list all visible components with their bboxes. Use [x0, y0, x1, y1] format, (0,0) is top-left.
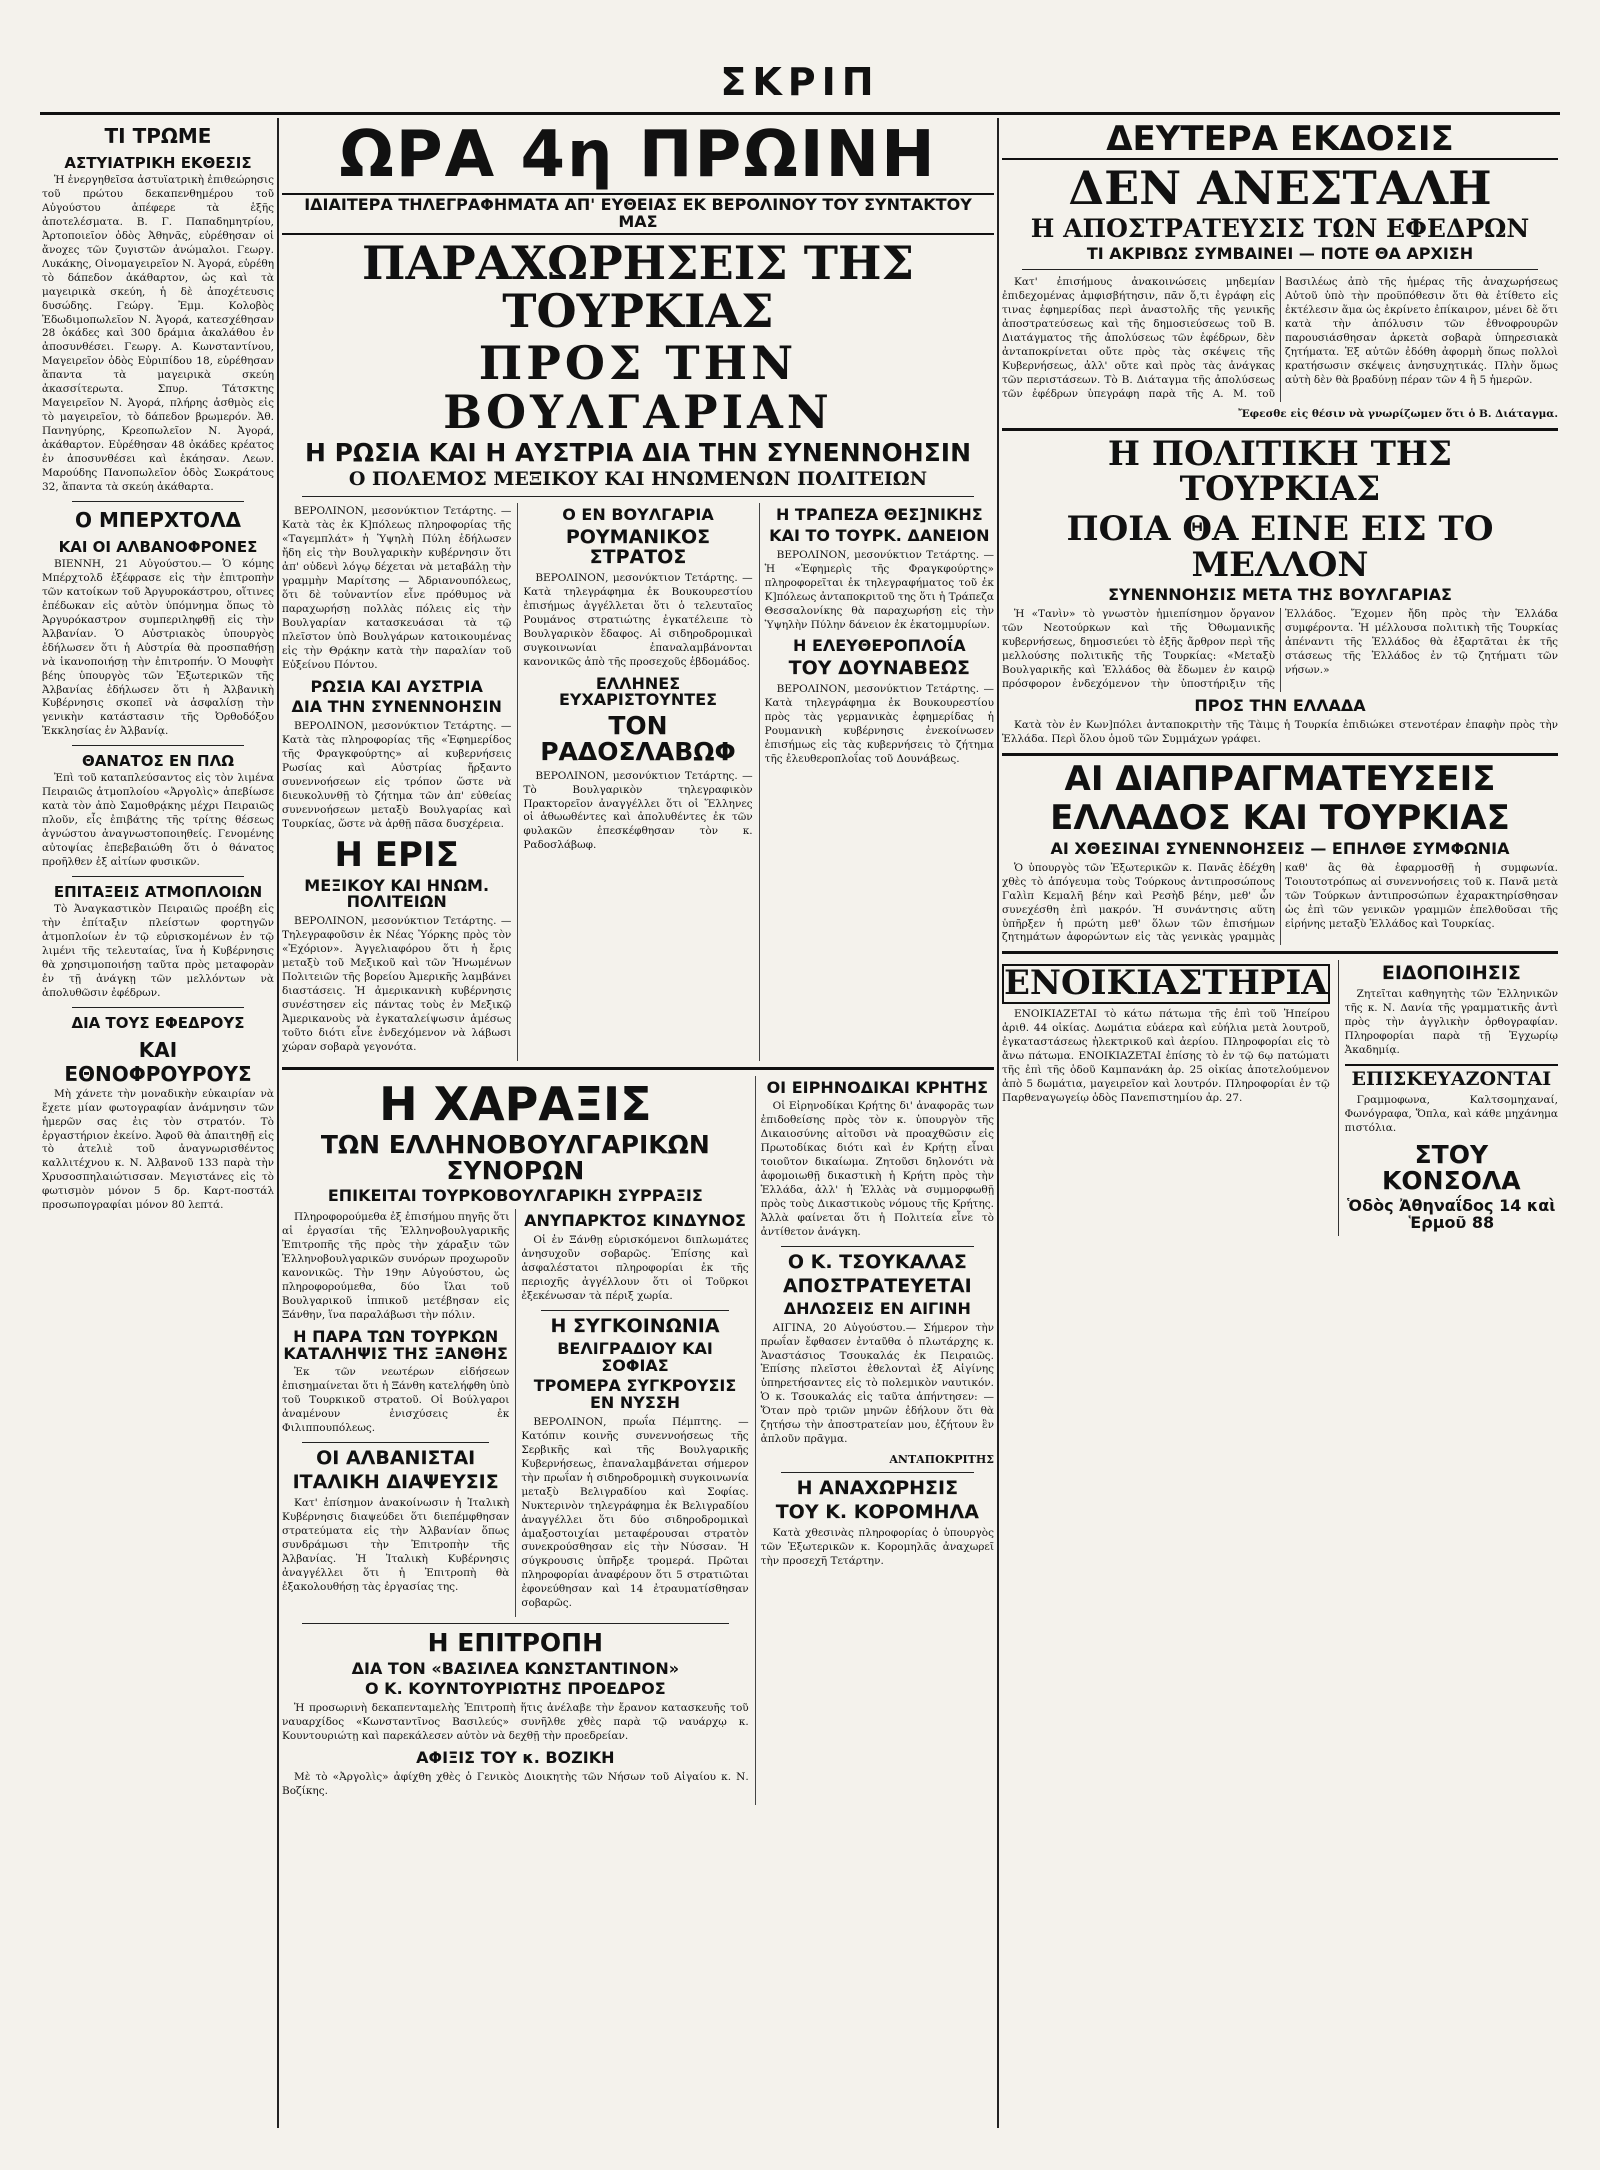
article-subtitle: ΡΟΥΜΑΝΙΚΟΣ ΣΤΡΑΤΟΣ	[565, 525, 711, 568]
divider	[1002, 951, 1558, 954]
article-body: Ἡ «Τανὶν» τὸ γνωστὸν ἡμιεπίσημον ὄργανον τῶν Νεοτούρκων καὶ τῆς Ὀθωμανικῆς κυβερνήσεως, δημοσιεύει τὸ ἑξῆς ἄρθρον περὶ τῆς μελλούσης πολιτικῆς τῆς Τουρκίας: «Μεταξὺ Βουλγαρικῆς καὶ Ἑλλάδος θὰ ἔδωμεν ἐν καιρῷ πρόσφορον ἐνδεχόμενον τὴν ὑποστήριξιν τῆς Ἑλλάδος. Ἔχομεν ἤδη πρὸς τὴν Ἑλλάδα συμφέροντα. Ἡ μέλλουσα πολιτικὴ τῆς Τουρκίας ἀπέναντι τῆς Ἑλλάδος θὰ ἐξαρτᾶται ἐκ τῆς στάσεως τῆς Ἑλλάδος ἐν τῷ ζητήματι τῶν νήσων.»	[1002, 608, 1558, 690]
subheadline: Η ΡΩΣΙΑ ΚΑΙ Η ΑΥΣΤΡΙΑ ΔΙΑ ΤΗΝ ΣΥΝΕΝΝΟΗΣΙΝ	[304, 437, 972, 467]
article-body: ΑΙΓΙΝΑ, 20 Αὐγούστου.— Σήμερον τὴν πρωΐαν ἔφθασεν ἐνταῦθα ὁ πλωτάρχης κ. Ἀναστάσιος Τσουκαλάς ἐκ Πειραιῶς. Ἐπίσης πλεῖστοι ἐθελονταὶ ἐξ Αἰγίνης ὑπηρετήσαντες εἰς τὸ πολεμικὸν ναυτικόν. Ὁ κ. Τσουκαλάς εἰς ταῦτα ἀπήντησεν: — Ὅταν πρὸ τριῶν μηνῶν ἐδήλουν ὅτι θὰ ζητήσω τὴν ἀποστρατείαν μου, ἐζήτουν ἓν ἁπλοῦν πρᾶγμα.	[760, 1321, 994, 1446]
article-title: ΘΑΝΑΤΟΣ ΕΝ ΠΛΩ	[82, 752, 234, 771]
headline: ΤΩΝ ΕΛΛΗΝΟΒΟΥΛΓΑΡΙΚΩΝ ΣΥΝΟΡΩΝ	[320, 1129, 710, 1186]
ad-shop-name: ΣΤΟΥ ΚΟΝΣΟΛΑ	[1382, 1139, 1521, 1196]
article-body: Τὸ Ἀναγκαστικὸν Πειραιῶς προέβη εἰς τὴν ἐπίταξιν πλείστων φορτηγῶν ἀτμοπλοίων ἐν τῷ εὐρισκομένων ἐν τῷ λιμένι τῆς τελευταίας, ἵνα ἡ Κυβέρνησις θὰ χρησιμοποιήσῃ ταῦτα πρὸς μεταφορὰν ἐν τῇ ἀνάγκῃ τῶν μελλόντων νὰ ἀπολυθῶσιν ἐφέδρων.	[42, 902, 274, 999]
article-body: Ἐκ τῶν νεωτέρων εἰδήσεων ἐπισημαίνεται ὅτι ἡ Ξάνθη κατελήφθη ὑπὸ τοῦ Τουρκικοῦ στρατοῦ. Οἱ Βούλγαροι ἀναμένουν ἐνισχύσεις ἐκ Φιλιππουπόλεως.	[282, 1366, 510, 1435]
headline: ΠΡΟΣ ΤΗΝ ΒΟΥΛΓΑΡΙΑΝ	[443, 336, 833, 439]
subcolumn	[759, 503, 994, 1060]
article-title: Η ΠΑΡΑ ΤΩΝ ΤΟΥΡΚΩΝ ΚΑΤΑΛΗΨΙΣ ΤΗΣ ΞΑΝΘΗΣ	[283, 1326, 508, 1363]
article-title: ΤΙ ΤΡΩΜΕ	[104, 124, 212, 148]
article-title: Η ΑΝΑΧΩΡΗΣΙΣ	[796, 1477, 959, 1500]
signature: ΑΝΤΑΠΟΚΡΙΤΗΣ	[889, 1453, 994, 1467]
ad-address: Ὁδὸς Ἀθηναΐδος 14 καὶ Ἑρμοῦ 88	[1347, 1196, 1556, 1233]
subheadline: ΣΥΝΕΝΝΟΗΣΙΣ ΜΕΤΑ ΤΗΣ ΒΟΥΛΓΑΡΙΑΣ	[1108, 585, 1452, 605]
article-subtitle: ΚΑΙ ΟΙ ΑΛΒΑΝΟΦΡΟΝΕΣ	[58, 537, 258, 556]
center-column	[282, 118, 994, 1805]
divider	[302, 1623, 729, 1624]
article-title: Η ΕΡΙΣ	[334, 834, 459, 875]
divider	[72, 501, 244, 502]
headline: ΑΙ ΔΙΑΠΡΑΓΜΑΤΕΥΣΕΙΣ	[1064, 758, 1496, 799]
article-title: ΕΠΙΤΑΞΕΙΣ ΑΤΜΟΠΛΟΙΩΝ	[53, 882, 263, 901]
article-subtitle: ΚΑΙ ΕΘΝΟΦΡΟΥΡΟΥΣ	[64, 1037, 252, 1086]
article-subtitle: Ο Κ. ΚΟΥΝΤΟΥΡΙΩΤΗΣ ΠΡΟΕΔΡΟΣ	[365, 1679, 666, 1699]
divider	[1002, 428, 1558, 431]
divider	[781, 1246, 974, 1247]
subheadline: ΑΙ ΧΘΕΣΙΝΑΙ ΣΥΝΕΝΝΟΗΣΕΙΣ — ΕΠΗΛΘΕ ΣΥΜΦΩΝΙΑ	[1050, 838, 1510, 858]
article-body: Κατ' ἐπίσημον ἀνακοίνωσιν ἡ Ἰταλικὴ Κυβέρνησις διαψεύδει ὅτι διεπέμφθησαν στρατεύματα εἰς τὴν Ἀλβανίαν ὅπως συνδράμωσι τὴν Ἐπιτροπὴν τῆς Ἀλβανίας. Ἡ Ἰταλικὴ Κυβέρνησις ἀναγγέλλει ὅτι ἡ Ἐπιτροπὴ θὰ ἐξακολουθήσῃ τὰς ἐργασίας της.	[282, 1497, 510, 1593]
divider	[72, 1007, 244, 1008]
article-title: Η ΕΠΙΤΡΟΠΗ	[427, 1628, 604, 1658]
rental-ads	[1002, 960, 1330, 1236]
ad-title: ΕΙΔΟΠΟΙΗΣΙΣ	[1381, 962, 1521, 985]
article-subtitle: ΠΡΟΣ ΤΗΝ ΕΛΛΑΔΑ	[1194, 695, 1366, 715]
column-rule	[997, 118, 999, 2128]
article-subtitle: ΚΑΙ ΤΟ ΤΟΥΡΚ. ΔΑΝΕΙΟΝ	[769, 525, 990, 545]
article-body: Κατὰ τὸν ἐν Κων]πόλει ἀνταποκριτὴν τῆς Τὰιμς ἡ Τουρκία ἐπιδιώκει στενοτέραν ἐπαφὴν πρὸς τὴν Ἑλλάδα. Περὶ ὅλου ὁμοῦ τῶν Συμμάχων γράφει.	[1002, 718, 1558, 745]
article-title: Η ΣΥΓΚΟΙΝΩΝΙΑ	[550, 1314, 720, 1337]
article-columns	[282, 1209, 749, 1617]
article-body: ΒΕΡΟΛΙΝΟΝ, μεσονύκτιον Τετάρτης. — Τὸ Βουλγαρικὸν τηλεγραφικὸν Πρακτορεῖον ἀναγγέλλει ὅτι οἱ Ἕλληνες οἱ ἀθωωθέντες καὶ ἀπολυθέντες ἐκ τῶν φυλακῶν ἐπεσκέφθησαν τὸν κ. Ραδοσλάβωφ.	[523, 769, 753, 852]
subheadline: Ο ΠΟΛΕΜΟΣ ΜΕΞΙΚΟΥ ΚΑΙ ΗΝΩΜΕΝΩΝ ΠΟΛΙΤΕΙΩΝ	[348, 468, 928, 491]
article-title: Ο ΕΝ ΒΟΥΛΓΑΡΙΑ	[562, 505, 714, 525]
article-body: Κατ' ἐπισήμους ἀνακοινώσεις μηδεμίαν ἐπιδεχομένας ἀμφισβήτησιν, πᾶν ὅ,τι ἐγράφη εἰς τινας ἐφημερίδας περὶ ἀναστολῆς τῆς γενικῆς ἀποστρατεύσεως καὶ τῆς δημοσιεύσεως τοῦ Β. Διατάγματος τῆς ἀπολύσεως τῶν ἐφέδρων, δὲν ἀνταποκρίνεται οὔτε πρὸς τὰς σκέψεις τῆς Κυβερνήσεως, ἀλλ' οὔτε καὶ πρὸς τὰς ἀνάγκας τῶν περιστάσεων. Τὸ Β. Διάταγμα τῆς ἀπολύσεως τῶν ἐφέδρων ὑπεγράφη παρὰ τῆς Α. Μ. τοῦ Βασιλέως ἀπὸ τῆς ἡμέρας τῆς ἀναχωρήσεως Αὐτοῦ ὑπὸ τὴν προϋπόθεσιν ὅτι θὰ ἐτίθετο εἰς ἐκτέλεσιν ἅμα ὡς ἐκρίνετο ἐπίκαιρον, μένει δὲ ὅτι κατὰ τὴν ἀπόλυσιν τῶν ἐθνοφρουρῶν παρουσιάσθησαν ἀρκετὰ σοβαρὰ ὑπηρεσιακὰ ζητήματα. Ἐξ αὐτῶν ἐδόθη ἀφορμὴ ὅπως πολλοὶ κρατήσωσιν σκέψεις ἀνησυχητικάς. Πλὴν ὅμως αὐτὴ δὲν θὰ βραδύνῃ πέραν τῶν 4 ἢ 5 ἡμερῶν.	[1002, 276, 1558, 400]
article-body: Οἱ ἐν Ξάνθῃ εὑρισκόμενοι διπλωμάτες ἀνησυχοῦν σοβαρῶς. Ἐπίσης καὶ ἀσφαλέστατοι πληροφορίαι ἐκ τῆς περιοχῆς ἀγγέλλουν ὅτι οἱ Τοῦρκοι ἐξεκένωσαν τὰ πέριξ χωρία.	[521, 1234, 749, 1302]
right-column	[1002, 118, 1558, 1236]
article-body: ΒΕΡΟΛΙΝΟΝ, μεσονύκτιον Τετάρτης. — Κατὰ τηλεγράφημα ἐκ Βουκουρεστίου ἐπισήμως ἀγγέλλεται ὅτι ὁ τελευταῖος Ρουμάνος στρατιώτης ἐγκατέλειπε τὸ Βουλγαρικὸν ἔδαφος. Αἱ σιδηροδρομικαὶ συγκοινωνίαι ἐπαναλαμβάνονται κανονικῶς ἀπὸ τῆς προσεχοῦς ἑβδομάδος.	[523, 571, 753, 668]
article-title: ΡΩΣΙΑ ΚΑΙ ΑΥΣΤΡΙΑ	[310, 676, 483, 696]
article-subtitle: ΔΙΑ ΤΟΝ «ΒΑΣΙΛΕΑ ΚΩΝΣΤΑΝΤΙΝΟΝ»	[351, 1658, 680, 1678]
article-body: Ἐπὶ τοῦ καταπλεύσαντος εἰς τὸν λιμένα Πειραιῶς ἀτμοπλοίου «Ἀργολὶς» ἀπεβίωσε κατὰ τὸν ἀπὸ Σαμοθρᾴκης μέχρι Πειραιῶς πλοῦν, εἷς ἐπιβάτης τῆς τρίτης θέσεως ἀγνώστου ἀναγνωστοποιηθείς. Γενομένης αὐτοψίας ἐπεβεβαιώθη ὅτι ὁ θάνατος προῆλθεν ἐξ αἰτίων φυσικῶν.	[42, 772, 274, 869]
article-title: ΔΙΑ ΤΟΥΣ ΕΦΕΔΡΟΥΣ	[71, 1013, 245, 1032]
article-body: ΒΕΡΟΛΙΝΟΝ, μεσονύκτιον Τετάρτης. — Ἡ «Ἐφημερὶς τῆς Φραγκφούρτης» πληροφορεῖται ἐκ τηλεγραφήματος τοῦ ἐκ Κ]πόλεως ἀνταποκριτοῦ της ὅτι ἡ Τράπεζα Θεσσαλονίκης θὰ παραχωρήσῃ εἰς τὴν Ὑψηλὴν Πύλην δάνειον ἐκ ἑκατομμυρίων.	[764, 548, 994, 631]
ad-title: ΕΠΙΣΚΕΥΑΖΟΝΤΑΙ	[1345, 1064, 1558, 1090]
divider	[781, 1472, 974, 1473]
subheadline: ΤΙ ΑΚΡΙΒΩΣ ΣΥΜΒΑΙΝΕΙ — ΠΟΤΕ ΘΑ ΑΡΧΙΣΗ	[1086, 244, 1474, 264]
subcolumn	[282, 1209, 509, 1617]
article-body: ΒΕΡΟΛΙΝΟΝ, πρωΐα Πέμπτης. — Κατόπιν κοινῆς συνεννοήσεως τῆς Σερβικῆς καὶ τῆς Βουλγαρικῆς Κυβερνήσεως, ἐπαναλαμβάνεται σήμερον τὴν πρωΐαν ἡ σιδηροδρομικὴ συγκοινωνία μεταξὺ Βελιγραδίου καὶ Σοφίας. Νυκτερινὸν τηλεγράφημα ἐκ Βελιγραδίου ἀναγγέλλει ὅτι δύο σιδηροδρομικαὶ ἁμαξοστοιχίαι μεταφέρουσαι στρατὸν συνεκρούσθησαν εἰς τὴν Νύσσαν. Ἡ σύγκρουσις ὑπῆρξε τρομερά. Πρῶται πληροφορίαι ἀναφέρουν ὅτι 5 στρατιῶται ἐφονεύθησαν καὶ 14 ἐτραυματίσθησαν σοβαρῶς.	[521, 1415, 749, 1610]
article-subtitle: ΑΣΤΥΙΑΤΡΙΚΗ ΕΚΘΕΣΙΣ	[64, 154, 252, 172]
article-title: ΟΙ ΕΙΡΗΝΟΔΙΚΑΙ ΚΡΗΤΗΣ	[766, 1077, 989, 1097]
classifieds	[1002, 960, 1558, 1236]
article-body: Ἡ ἐνεργηθεῖσα ἀστυϊατρικὴ ἐπιθεώρησις τοῦ πρώτου δεκαπενθημέρου τοῦ Αὐγούστου ἀπέφερε τὰ ἑξῆς ἀποτελέσματα. Β. Γ. Παπαδημητρίου, Ἀρτοποιεῖον ὁδὸς Ἀθηνᾶς, εὑρέθησαν οἱ ἄνοχες τῶν ζυγιστῶν ἀνώμαλοι. Γεωργ. Λυκάκης, Οἰνομαγειρεῖον Ν. Ἀγορά, εὑρέθη τὸ δάπεδον ἀκάθαρτον, ὡς καὶ τὰ μαγειρικὰ σκεύη, ἡ δὲ ἀποχέτευσις δυσώδης. Γεώργ. Ἐμμ. Κολοβὸς Ἐδωδιμοπωλεῖον Ν. Ἀγορά, κατεσχέθησαν 28 ὀκάδες καὶ 300 δράμια ἀκαλάθου ἐν ἀποσυνθέσει. Γεωργ. Α. Κωνσταντίνου, Μαγειρεῖον ὁδὸς Εὐριπίδου 18, εὑρέθησαν ἅπαντα τὰ μαγειρικὰ σκεύη ἀκασσίτερωτα. Σπυρ. Τάτσκτης Μαγειρεῖον Ν. Ἀγορά, πλήρης ἀσθμὸς εἰς τὸ μαγειρεῖον, τὸ δάπεδον βρωμερόν. Ἀθ. Πανηγύρης, Κρεοπωλεῖον Ν. Ἀγορά, ἀκάθαρτον. Εὑρέθησαν 48 ὀκάδες κρέατος ἐν ἀποσυνθέσει καὶ ἐκάησαν. Λεων. Μαρούδης Πανοπωλεῖον ὁδὸς Σωκράτους 32, ἅπαντα τὰ σκεύη ἀκάθαρτα.	[42, 174, 274, 493]
subcolumn	[517, 503, 752, 1060]
ad-body: ΕΝΟΙΚΙΑΖΕΤΑΙ τὸ κάτω πάτωμα τῆς ἐπὶ τοῦ Ἡπείρου ἀριθ. 44 οἰκίας. Δωμάτια εὐάερα καὶ εὐήλια μετὰ λουτροῦ, ἐγκαταστάσεως ἠλεκτρικοῦ καὶ ἀερίου. Πληροφορίαι εἰς τὸ ἄνω πάτωμα. ΕΝΟΙΚΙΑΖΕΤΑΙ ἐπίσης τὸ ἐν τῷ 6ῳ πατώματι τῆς ἐπὶ τῆς ὁδοῦ Καμπανάκη ἀρ. 25 οἰκίας ἀποτελούμενον ἀπὸ 5 δωμάτια, μαγειρεῖον καὶ λουτρόν. Πληροφορίαι ἐν τῷ Παρθεναγωγείῳ ὁδὸς Πανεπιστημίου ἀρ. 27.	[1002, 1008, 1330, 1104]
subcolumn	[515, 1209, 748, 1617]
article-subtitle: ΤΟΥ Κ. ΚΟΡΟΜΗΛΑ	[775, 1501, 979, 1524]
article-title: ΑΦΙΞΙΣ ΤΟΥ κ. ΒΟΖΙΚΗ	[416, 1747, 615, 1767]
article-subtitle: ΔΙΑ ΤΗΝ ΣΥΝΕΝΝΟΗΣΙΝ	[291, 697, 502, 717]
article-subtitle: ΙΤΑΛΙΚΗ ΔΙΑΨΕΥΣΙΣ	[292, 1471, 499, 1494]
headline: Η ΧΑΡΑΞΙΣ	[379, 1076, 652, 1131]
article-body: Κατὰ χθεσινὰς πληροφορίας ὁ ὑπουργὸς τῶν Ἐξωτερικῶν κ. Κορομηλᾶς ἀναχωρεῖ τὴν προσεχῆ Τετάρτην.	[760, 1527, 994, 1567]
left-column	[42, 118, 274, 1219]
article-title: Ο Κ. ΤΣΟΥΚΑΛΑΣ	[787, 1250, 967, 1273]
article-subtitle: ΤΟΝ ΡΑΔΟΣΛΑΒΩΦ	[540, 711, 736, 767]
article-title: ΕΛΛΗΝΕΣ ΕΥΧΑΡΙΣΤΟΥΝΤΕΣ	[558, 673, 718, 710]
article-title: Η ΕΛΕΥΘΕΡΟΠΛΟΐΑ	[793, 636, 966, 656]
banner-subtitle: ΙΔΙΑΙΤΕΡΑ ΤΗΛΕΓΡΑΦΗΜΑΤΑ ΑΠ' ΕΥΘΕΙΑΣ ΕΚ ΒΕΡΟΛΙΝΟΥ ΤΟΥ ΣΥΝΤΑΚΤΟΥ ΜΑΣ	[282, 193, 994, 235]
article-subtitle: ΜΕΞΙΚΟΥ ΚΑΙ ΗΝΩΜ. ΠΟΛΙΤΕΙΩΝ	[304, 875, 490, 912]
headline: Η ΠΟΛΙΤΙΚΗ ΤΗΣ ΤΟΥΡΚΙΑΣ	[1107, 433, 1453, 510]
lower-main	[282, 1076, 749, 1805]
lower-section	[282, 1076, 994, 1805]
masthead: ΣΚΡΙΠ	[720, 60, 880, 104]
headline: ΔΕΝ ΑΝΕΣΤΑΛΗ	[1068, 160, 1492, 215]
article-body: Οἱ Εἰρηνοδίκαι Κρήτης δι' ἀναφορᾶς των ἐπιδοθείσης πρὸς τὸν κ. ὑπουργὸν τῆς Δικαιοσύνης αἰτοῦσι νὰ προαχθῶσιν εἰς Πρωτοδίκας διότι καὶ ἐν Κρήτῃ εἶναι τοιοῦτον δικαίωμα. Ζητοῦσι δηλονότι νὰ ἀφομοιωθῇ δικαστικὴ ἡ Κρήτη πρὸς τὴν Ἑλλάδα, ἀλλ' ἡ Ἑλλὰς νὰ συμμορφωθῇ πρὸς τοὺς Δικαστικοὺς νόμους τῆς Κρήτης. Ἀλλὰ φαίνεται ὅτι ἡ Πολιτεία εἶνε τὸ ἀντίθετον ἀνάγκη.	[760, 1100, 994, 1238]
article-body: ΒΙΕΝΝΗ, 21 Αὐγούστου.— Ὁ κόμης Μπέρχτολδ ἐξέφρασε εἰς τὴν ἐπιτροπὴν τῶν κατοίκων τοῦ Ἀργυροκάστρου, οἵτινες ἐπέδωκαν εἰς αὐτὸν ὑπόμνημα ὅπως τὸ Ἀργυρόκαστρον συμπεριληφθῇ εἰς τὴν Ἀλβανίαν. Ὁ Αὐστριακὸς ὑπουργὸς ἐδήλωσεν ὅτι ἡ Αὐστρία θὰ προσπαθήσῃ νὰ ἱκανοποιήσῃ τὴν ἐπιτροπήν. Ὁ Μουφὴτ βέης ὑπουργὸς τῶν Ἐξωτερικῶν τῆς Ἀλβανίας ἐδήλωσεν ὅτι ἡ Ἀλβανικὴ Κυβέρνησις σκοπεῖ νὰ ἀσφαλίσῃ τὴν γενικὴν κατάστασιν τῆς Ὀρθοδόξου Ἐκκλησίας ἐν Ἀλβανίᾳ.	[42, 557, 274, 738]
headline: ΠΑΡΑΧΩΡΗΣΕΙΣ ΤΗΣ ΤΟΥΡΚΙΑΣ	[362, 235, 914, 339]
lower-side	[755, 1076, 994, 1805]
article-body: Μὲ τὸ «Ἀργολὶς» ἀφίχθη χθὲς ὁ Γενικὸς Διοικητὴς τῶν Νήσων τοῦ Αἰγαίου κ. Ν. Βοζίκης.	[282, 1770, 749, 1797]
article-body: ΒΕΡΟΛΙΝΟΝ, μεσονύκτιον Τετάρτης. — Κατὰ τὰς πληροφορίας τῆς «Ἐφημερίδος τῆς Φραγκφούρτης» αἱ κυβερνήσεις Ρωσίας καὶ Αὐστρίας ἤρξαντο συνεννοήσεων εἰς τρόπον ὥστε νὰ διευκολυνθῇ τὸ ζήτημα τῶν ἀπ' εὐθείας συνεννοήσεων μεταξὺ Βουλγαρίας καὶ Τουρκίας, ὥστε νὰ ἀρθῇ πᾶσα δυσχέρεια.	[282, 720, 512, 830]
article-body: Ὁ ὑπουργὸς τῶν Ἐξωτερικῶν κ. Πανᾶς ἐδέχθη χθὲς τὸ ἀπόγευμα τοὺς Τούρκους ἀντιπροσώπους Γαλὶπ Κεμαλῆ βέην καὶ Ρεσὴδ βέην, μεθ' ὧν συνεχέσθη ἐπὶ μακρόν. Ἡ συνάντησις αὕτη ὑπῆρξεν ἡ πρώτη μεθ' ὅλων τῶν ἐπισήμων ζητημάτων ἀφορώντων εἰς τὰς γενικὰς γραμμὰς καθ' ἃς θὰ ἐφαρμοσθῇ ἡ συμφωνία. Τοιουτοτρόπως αἱ συνεννοήσεις τοῦ κ. Πανᾶ μετὰ τῶν Τούρκων ἀντιπροσώπων ἐχαρακτηρίσθησαν ὡς ἐπὶ τῶν γενικῶν γραμμῶν ἐπελθοῦσαι τῆς εἰρήνης μεταξὺ Ἑλλάδος καὶ Τουρκίας.	[1002, 861, 1558, 944]
divider	[72, 745, 244, 746]
top-rule	[40, 112, 1560, 115]
article-note: Ἔφεσθε εἰς θέσιν νὰ γνωρίζωμεν ὅτι ὁ Β. Διάταγμα.	[1238, 407, 1558, 420]
divider	[1002, 753, 1558, 756]
divider	[282, 1067, 994, 1070]
article-subtitle: ΒΕΛΙΓΡΑΔΙΟΥ ΚΑΙ ΣΟΦΙΑΣ	[557, 1338, 713, 1375]
article-body: ΒΕΡΟΛΙΝΟΝ, μεσονύκτιον Τετάρτης. — Κατὰ τηλεγράφημα ἐκ Βουκουρεστίου πρὸς τὰς γερμανικὰς ἐφημερίδας ἡ Ρουμανικὴ κυβέρνησις ἐνεκοίνωσεν ἐπισήμως εἰς τὰς κυβερνήσεις τὸ ζήτημα τῆς ἐλευθεροπλοΐας τοῦ Δουνάβεως.	[764, 683, 994, 765]
column-rule	[277, 118, 279, 2128]
divider	[302, 496, 974, 497]
headline: Η ΑΠΟΣΤΡΑΤΕΥΣΙΣ ΤΩΝ ΕΦΕΔΡΩΝ	[1030, 213, 1530, 243]
article-title: ΟΙ ΑΛΒΑΝΙΣΤΑΙ	[316, 1447, 476, 1470]
divider	[72, 876, 244, 877]
headline: ΠΟΙΑ ΘΑ ΕΙΝΕ ΕΙΣ ΤΟ ΜΕΛΛΟΝ	[1066, 508, 1494, 585]
banner-headline: ΔΕΥΤΕΡΑ ΕΚΔΟΣΙΣ	[1002, 122, 1558, 160]
article-body: ΒΕΡΟΛΙΝΟΝ, μεσονύκτιον Τετάρτης. — Τηλεγραφοῦσιν ἐκ Νέας Ὑόρκης πρὸς τὸν «Ἐχόριον». Ἀγγελιαφόρου ὅτι ἡ ἔρις μεταξὺ τοῦ Μεξικοῦ καὶ τῶν Ἡνωμένων Πολιτειῶν τῆς βορείου Ἀμερικῆς λαμβάνει διαστάσεις. Ἡ ἀμερικανικὴ κυβέρνησις συνέστησεν εἰς πάντας τοὺς ἐν Μεξικῷ Ἀμερικανοὺς νὰ ἐγκαταλείψωσιν ἀμέσως τοῦτο διότι εἶνε ἐνδεχόμενον νὰ λάβωσι χώραν σοβαρὰ γεγονότα.	[282, 915, 512, 1053]
divider	[302, 1442, 489, 1443]
ad-body: Ζητεῖται καθηγητὴς τῶν Ἑλληνικῶν τῆς κ. Ν. Δανία τῆς γραμματικῆς ἀντὶ πρὸς τὴν ἀγγλικὴν ὀρθογραφίαν. Πληροφορίαι παρὰ τῇ Ἐγχωρίῳ Ἀκαδημίᾳ.	[1344, 988, 1558, 1057]
article-title: ΑΝΥΠΑΡΚΤΟΣ ΚΙΝΔΥΝΟΣ	[524, 1211, 746, 1231]
divider	[1022, 269, 1538, 270]
article-subtitle: ΤΟΥ ΔΟΥΝΑΒΕΩΣ	[788, 657, 970, 680]
banner-headline: ΩΡΑ 4η ΠΡΩΙΝΗ	[339, 118, 937, 192]
divider	[541, 1310, 728, 1311]
headline: ΕΛΛΑΔΟΣ ΚΑΙ ΤΟΥΡΚΙΑΣ	[1050, 798, 1510, 839]
article-body: Ἡ προσωρινὴ δεκαπενταμελὴς Ἐπιτροπὴ ἥτις ἀνέλαβε τὴν ἔρανον κατασκευῆς τοῦ ναυαρχίδος «Κωνσταντῖνος Βασιλεύς» συνῆλθε χθὲς παρὰ τῷ ναυάρχῳ κ. Κουντουριώτῃ καὶ παρεκάλεσεν αὐτὸν νὰ δεχθῇ τὴν προεδρείαν.	[282, 1702, 749, 1742]
article-body: Μὴ χάνετε τὴν μοναδικὴν εὐκαιρίαν νὰ ἔχετε μίαν φωτογραφίαν ἀνάμνησιν τῶν ἡμερῶν σας ἐις τὸν στρατόν. Τὸ ἐργαστήριον ἐκείνο. Ἀφοῦ θὰ ἀπαιτηθῇ εἰς τὸ ἀτελιὲ τοῦ ἀναγνωρισθέντος καλλιτέχνου κ. Ν. Ἀλβανοῦ 133 παρὰ τὴν Χρυσοσπηλαιώτισσαν. Μεγιστάνες εἰς τὸ φωτισμὸν μόνον 5 δρ. Καρτ-ποστάλ προσωπογραφίαι μόνον 80 λεπτά.	[42, 1087, 274, 1212]
ad-title: ΕΝΟΙΚΙΑΣΤΗΡΙΑ	[1004, 963, 1328, 1004]
article-subtitle: ΤΡΟΜΕΡΑ ΣΥΓΚΡΟΥΣΙΣ ΕΝ ΝΥΣΣΗ	[533, 1376, 737, 1413]
article-subtitle: ΑΠΟΣΤΡΑΤΕΥΕΤΑΙ	[782, 1274, 972, 1297]
article-body: ΒΕΡΟΛΙΝΟΝ, μεσονύκτιον Τετάρτης. — Κατὰ τὰς ἐκ Κ]πόλεως πληροφορίας τῆς «Ταγεμπλάτ» ἡ Ὑψηλὴ Πύλη ἐδήλωσεν ἤδη εἰς τὴν Βουλγαρικὴν κυβέρνησιν ὅτι ἀπ' οὐδενὶ λόγῳ δέχεται νὰ μεταβάλῃ τὴν γραμμὴν Μαρίτσης — Ἀδριανουπόλεως, ὅτι δὲ τοὐναντίον εἶνε πρόθυμος νὰ παραχωρήσῃ πολλὰς πόλεις εἰς τὴν Βουλγαρίαν κατασκευάσαι τὰ τῷ πλεῖστον ὑπὸ Βουλγάρων κατοικουμένας εἰς τὴν Θρᾴκην κατὰ τὴν παραλίαν τοῦ Εὐξείνου Πόντου.	[282, 505, 512, 671]
article-subtitle: ΔΗΛΩΣΕΙΣ ΕΝ ΑΙΓΙΝΗ	[783, 1298, 971, 1318]
subheadline: ΕΠΙΚΕΙΤΑΙ ΤΟΥΡΚΟΒΟΥΛΓΑΡΙΚΗ ΣΥΡΡΑΞΙΣ	[327, 1186, 703, 1206]
article-title: Ο ΜΠΕΡΧΤΟΛΔ	[75, 507, 241, 532]
subcolumn	[282, 503, 511, 1060]
ad-body: Γραμμοφωνα, Καλτσομηχαναί, Φωνόγραφα, Ὅπλα, καὶ κάθε μηχάνημα πιστόλια.	[1344, 1094, 1558, 1134]
article-columns	[282, 503, 994, 1060]
notice-ads	[1338, 960, 1558, 1236]
article-title: Η ΤΡΑΠΕΖΑ ΘΕΣ]ΝΙΚΗΣ	[775, 505, 983, 525]
article-body: Πληροφορούμεθα ἐξ ἐπισήμου πηγῆς ὅτι αἱ ἐργασίαι τῆς Ἑλληνοβουλγαρικῆς Ἐπιτροπῆς τῆς πρὸς τὴν χάραξιν τῶν Ἑλληνοβουλγαρικῶν συνόρων προχωροῦν κανονικῶς. Τὴν 19ην Αὐγούστου, ὡς πληροφορούμεθα, δύο ἴλαι τοῦ Βουλγαρικοῦ ἱππικοῦ μετέβησαν εἰς Ξάνθην, ἵνα παραλάβωσι τὴν πόλιν.	[282, 1211, 510, 1321]
